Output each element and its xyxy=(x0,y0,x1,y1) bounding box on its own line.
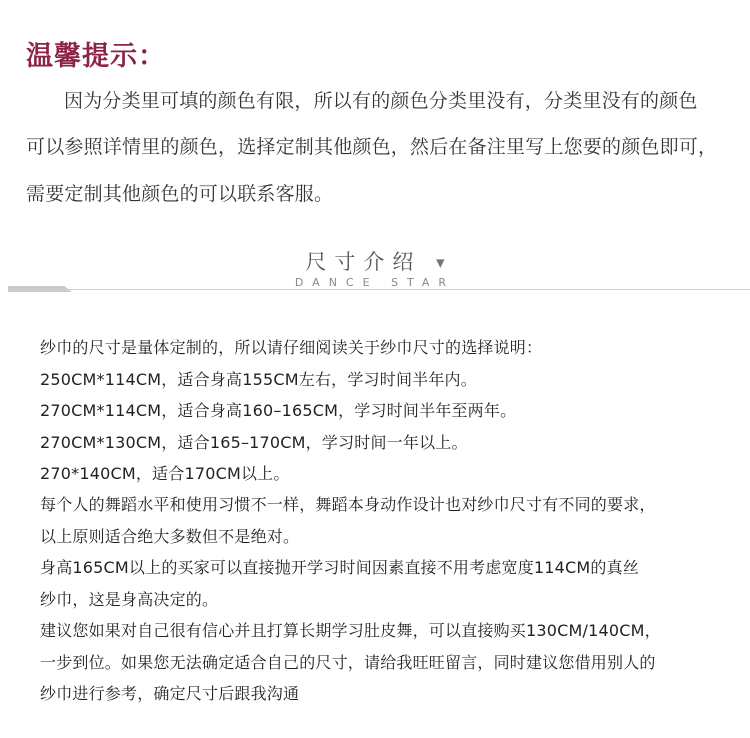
notice-title: 温馨提示： xyxy=(26,41,166,72)
size-note-line: 一步到位。如果您无法确定适合自己的尺寸，请给我旺旺留言，同时建议您借用别人的 xyxy=(40,653,656,672)
section-subtitle: DANCE STAR xyxy=(294,276,456,289)
triangle-down-icon: ▼ xyxy=(436,256,445,270)
size-note-line: 纱巾，这是身高决定的。 xyxy=(40,590,219,609)
size-note-line: 每个人的舞蹈水平和使用习惯不一样，舞蹈本身动作设计也对纱巾尺寸有不同的要求， xyxy=(40,495,656,514)
notice-line: 需要定制其他颜色的可以联系客服。 xyxy=(26,183,334,205)
size-option-line: 270CM*130CM，适合165–170CM，学习时间一年以上。 xyxy=(40,433,468,452)
size-note-line: 以上原则适合绝大多数但不是绝对。 xyxy=(40,527,300,546)
size-option-line: 270*140CM，适合170CM以上。 xyxy=(40,464,290,483)
size-note-line: 建议您如果对自己很有信心并且打算长期学习肚皮舞，可以直接购买130CM/140CM， xyxy=(40,621,661,640)
section-heading xyxy=(0,246,750,276)
section-title: 尺寸介绍 xyxy=(305,250,422,274)
divider xyxy=(8,289,750,290)
size-note-line: 身高165CM以上的买家可以直接抛开学习时间因素直接不用考虑宽度114CM的真丝 xyxy=(40,558,640,577)
size-option-line: 270CM*114CM，适合身高160–165CM，学习时间半年至两年。 xyxy=(40,401,517,420)
size-option-line: 250CM*114CM，适合身高155CM左右，学习时间半年内。 xyxy=(40,370,477,389)
notice-line: 因为分类里可填的颜色有限，所以有的颜色分类里没有，分类里没有的颜色 xyxy=(64,90,698,112)
notice-line: 可以参照详情里的颜色，选择定制其他颜色，然后在备注里写上您要的颜色即可， xyxy=(26,136,718,158)
size-intro-line: 纱巾的尺寸是量体定制的，所以请仔细阅读关于纱巾尺寸的选择说明： xyxy=(40,338,543,357)
size-note-line: 纱巾进行参考，确定尺寸后跟我沟通 xyxy=(40,684,300,703)
